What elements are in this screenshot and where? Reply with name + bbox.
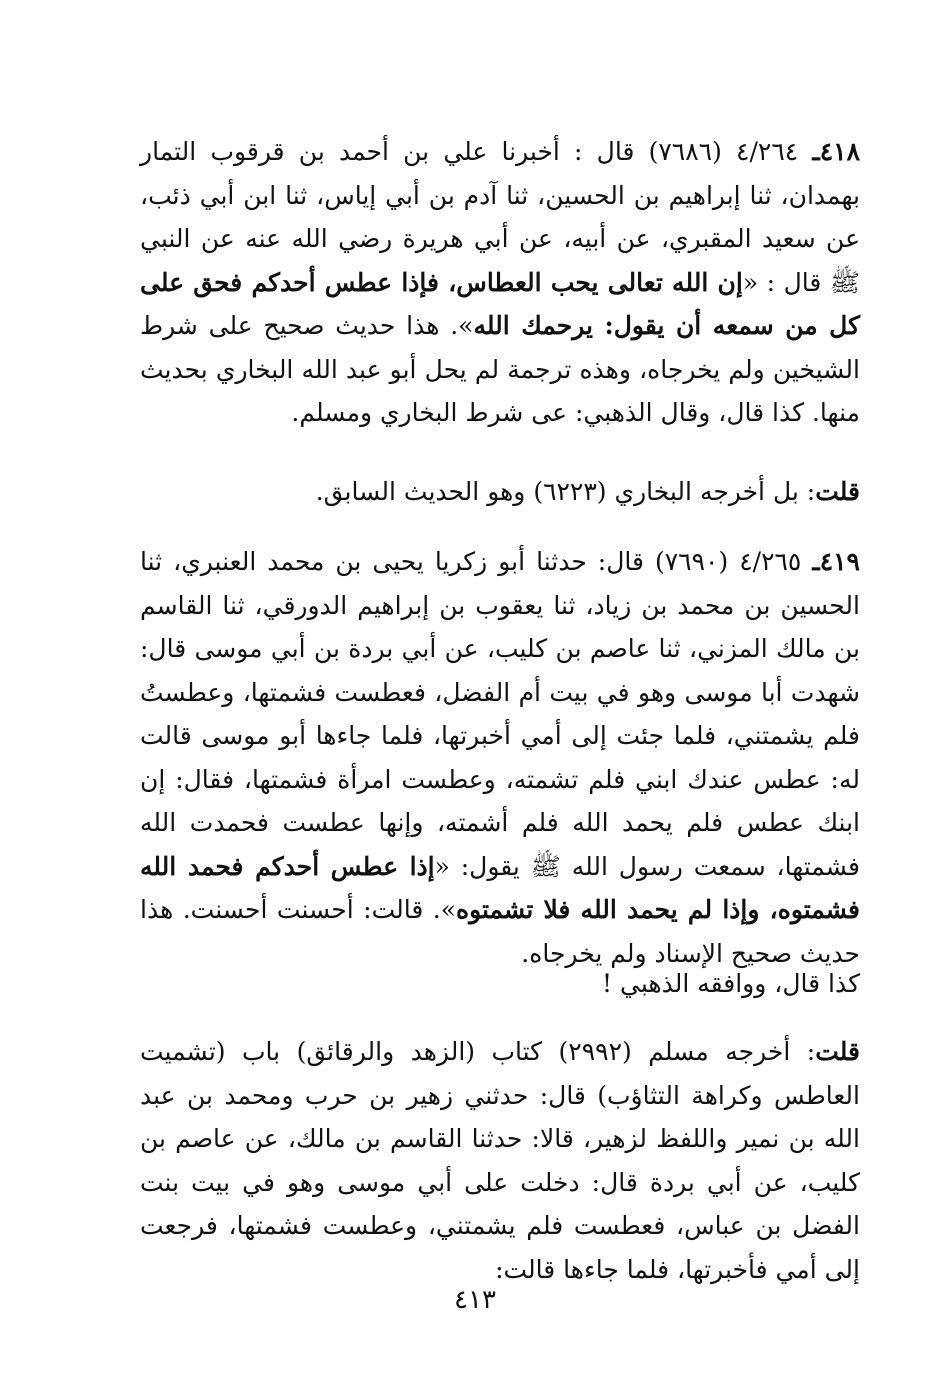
hadith-number: ٤١٨ـ: [812, 137, 861, 166]
hadith-text-tail: ». قالت: أحسنت أحسنت. هذا حديث صحيح الإسناد ولم يخرجاه.: [140, 895, 860, 968]
hadith-text-tail: ». هذا حديث صحيح على شرط الشيخين ولم يخرجاه، وهذه ترجمة لم يحل أبو عبد الله البخاري بحديث منها. كذا قال، وقال الذهبي: عى شرط البخاري ومسلم.: [140, 311, 860, 427]
note-418-paragraph: [140, 470, 860, 514]
hadith-matn: إذا عطس أحدكم فحمد الله فشمتوه، وإذا لم يحمد الله فلا تشمتوه: [140, 851, 860, 924]
hadith-matn: إن الله تعالى يحب العطاس، فإذا عطس أحدكم فحق على كل من سمعه أن يقول: يرحمك الله: [140, 267, 860, 340]
hadith-reference: ٤/٢٦٥ (٧٦٩٠): [654, 547, 802, 576]
hadith-reference: ٤/٢٦٤ (٧٦٨٦): [648, 137, 799, 166]
comment-text: كذا قال، ووافقه الذهبي !: [602, 969, 860, 998]
page-number: ٤١٣: [454, 1285, 496, 1315]
note-label: قلت: [815, 1037, 860, 1066]
note-label: قلت: [815, 477, 860, 506]
hadith-number: ٤١٩ـ: [812, 547, 860, 576]
note-text: : بل أخرجه البخاري (٦٢٢٣) وهو الحديث السابق.: [315, 477, 816, 506]
hadith-419-paragraph: [140, 540, 860, 975]
hadith-418-paragraph: [140, 130, 860, 435]
hadith-text: قال: حدثنا أبو زكريا يحيى بن محمد العنبري، ثنا الحسين بن محمد بن زياد، ثنا يعقوب بن إبراهيم الدورقي، ثنا القاسم بن مالك المزني، ثنا عاصم بن كليب، عن أبي بردة بن أبي موسى قال: شهدت أبا موسى وهو في بيت أم الفضل، فعطست فشمتها، وعطستُ فلم يشمتني، فلما جئت إلى أمي أخبرتها، فلما جاءها أبو موسى قالت له: عطس عندك ابني فلم تشمته، وعطست امرأة فشمتها، فقال: إن ابنك عطس فلم يحمد الله فلم أشمته، وإنها عطست فحمدت الله فشمتها، سمعت رسول الله ﷺ يقول: «: [140, 547, 860, 881]
hadith-text: قال : أخبرنا علي بن أحمد بن قرقوب التمار بهمدان، ثنا إبراهيم بن الحسين، ثنا آدم بن أبي إياس، ثنا ابن أبي ذئب، عن سعيد المقبري، عن أبيه، عن أبي هريرة رضي الله عنه عن النبي ﷺ قال : «: [140, 137, 860, 297]
comment-419-paragraph: [140, 962, 860, 1006]
note-text: : أخرجه مسلم (٢٩٩٢) كتاب (الزهد والرقائق) باب (تشميت العاطس وكراهة التثاؤب) قال: حدثني زهير بن حرب ومحمد بن عبد الله بن نمير واللفظ لزهير، قالا: حدثنا القاسم بن مالك، عن عاصم بن كليب، عن أبي بردة قال: دخلت على أبي موسى وهو في بيت بنت الفضل بن عباس، فعطست فلم يشمتني، وعطست فشمتها، فرجعت إلى أمي فأخبرتها، فلما جاءها قالت:: [140, 1037, 860, 1284]
note-419-paragraph: [140, 1030, 860, 1291]
